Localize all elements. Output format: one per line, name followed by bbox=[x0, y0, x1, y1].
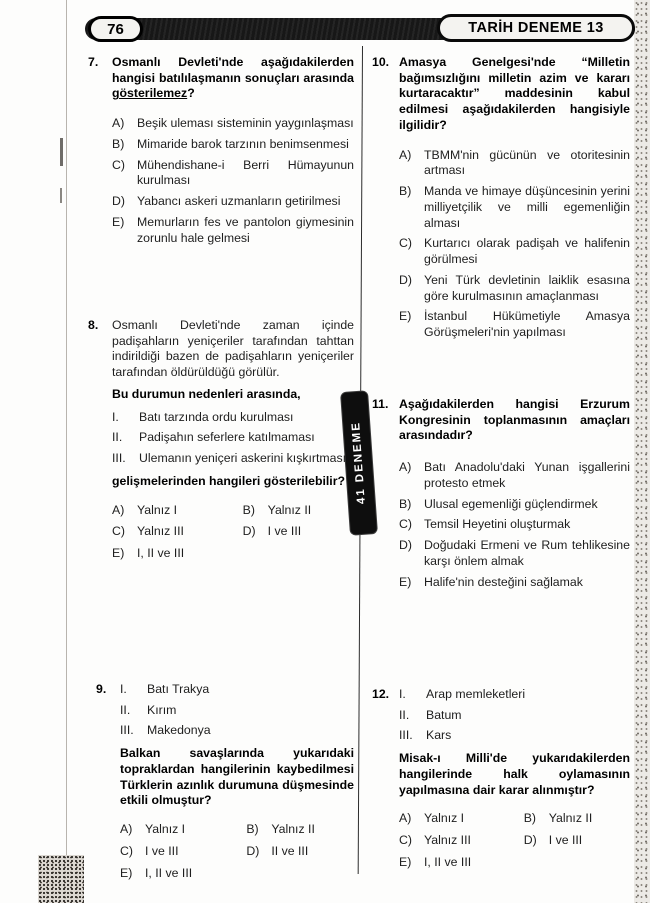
option-row bbox=[399, 575, 630, 591]
option-letter: E) bbox=[120, 865, 133, 880]
options-list bbox=[399, 811, 630, 870]
question-lead: Bu durumun nedenleri arasında, bbox=[112, 386, 301, 401]
left-margin-line bbox=[66, 0, 67, 903]
option-letter: D) bbox=[523, 833, 537, 848]
option-row bbox=[399, 538, 630, 569]
option-row bbox=[112, 503, 243, 519]
stem-text: ? bbox=[187, 86, 195, 101]
item-text: Batı Trakya bbox=[147, 682, 210, 696]
roman-item bbox=[399, 728, 630, 744]
roman-item bbox=[399, 708, 630, 724]
question-number: 8. bbox=[88, 318, 99, 332]
question-12 bbox=[372, 687, 630, 871]
options-list bbox=[120, 822, 354, 881]
option-text: I ve III bbox=[267, 524, 302, 539]
roman-numeral: II. bbox=[112, 430, 123, 445]
option-text: I ve III bbox=[548, 833, 583, 848]
option-text: Yalnız III bbox=[137, 524, 184, 539]
question-8 bbox=[88, 318, 354, 562]
option-letter: A) bbox=[399, 460, 412, 475]
roman-item bbox=[112, 410, 354, 426]
question-7 bbox=[88, 55, 354, 251]
roman-numeral: I. bbox=[112, 409, 119, 424]
option-text: Yalnız II bbox=[271, 822, 315, 837]
question-intro: Osmanlı Devleti'nde zaman içinde padişahların yeniçeriler tarafından tahttan indirildiği bazen de padişahların yeniçeriler tarafından öldürüldüğü görülür. bbox=[112, 318, 354, 380]
roman-item bbox=[120, 723, 354, 739]
option-row bbox=[112, 546, 243, 562]
option-text: Memurların fes ve pantolon giymesinin zorunlu hale gelmesi bbox=[137, 214, 354, 245]
option-row bbox=[112, 158, 354, 189]
roman-item bbox=[120, 703, 354, 719]
option-text: Yalnız III bbox=[424, 833, 471, 848]
question-stem: Aşağıdakilerden hangisi Erzurum Kongresinin toplanmasının amaçları arasındadır? bbox=[399, 397, 630, 443]
option-text: I, II ve III bbox=[137, 546, 185, 561]
option-letter: A) bbox=[112, 502, 125, 517]
option-letter: A) bbox=[399, 811, 412, 826]
question-11 bbox=[372, 397, 630, 595]
question-number: 9. bbox=[96, 682, 107, 696]
item-text: Batı tarzında ordu kurulması bbox=[139, 409, 294, 424]
option-row bbox=[399, 236, 630, 267]
scan-tick bbox=[60, 188, 62, 203]
question-number: 10. bbox=[372, 55, 390, 69]
options-list bbox=[399, 148, 630, 341]
option-text: Mühendishane-i Berri Hümayunun kurulması bbox=[137, 157, 354, 188]
option-text: I, II ve III bbox=[424, 854, 472, 869]
option-row bbox=[112, 524, 243, 540]
roman-item bbox=[120, 682, 354, 698]
option-text: Ulusal egemenliği güçlendirmek bbox=[424, 496, 598, 511]
roman-numeral: III. bbox=[120, 723, 134, 738]
scan-speckle-blotch bbox=[38, 855, 84, 903]
option-letter: D) bbox=[246, 843, 260, 858]
stem-underlined-word: gösterilemez bbox=[112, 86, 188, 101]
option-row bbox=[399, 517, 630, 533]
page-edge-texture bbox=[634, 0, 650, 903]
item-text: Ulemanın yeniçeri askerini kışkırtması bbox=[139, 451, 347, 466]
roman-numeral: III. bbox=[112, 451, 126, 466]
roman-items bbox=[399, 687, 630, 744]
option-text: Kurtarıcı olarak padişah ve halifenin görülmesi bbox=[424, 236, 630, 267]
roman-items bbox=[112, 410, 354, 467]
option-letter: A) bbox=[120, 822, 133, 837]
roman-item bbox=[112, 451, 354, 467]
item-text: Batum bbox=[426, 707, 462, 722]
stem-text: Osmanlı Devleti'nde aşağıdakilerden hangisi batılılaşmanın sonuçları arasında bbox=[112, 55, 354, 85]
option-letter: D) bbox=[112, 194, 125, 209]
roman-numeral: III. bbox=[399, 728, 413, 743]
option-letter: A) bbox=[399, 147, 412, 162]
option-row bbox=[399, 148, 630, 179]
roman-items bbox=[120, 682, 354, 739]
option-text: Manda ve himaye düşüncesinin yerini milliyetçilik ve milli egemenliğin alması bbox=[424, 184, 630, 230]
option-row bbox=[399, 497, 630, 513]
roman-item bbox=[399, 687, 630, 703]
question-number: 12. bbox=[372, 687, 390, 701]
option-letter: B) bbox=[112, 136, 125, 151]
option-row bbox=[399, 833, 524, 849]
roman-item bbox=[112, 430, 354, 446]
option-text: I, II ve III bbox=[145, 865, 193, 880]
question-stem: Misak-ı Milli'de yukarıdakilerden hangilerinde halk oylamasının yapılmasına dair karar alınmıştır? bbox=[399, 751, 630, 797]
item-text: Kars bbox=[426, 728, 452, 743]
scan-tick bbox=[60, 138, 63, 166]
option-row bbox=[120, 822, 246, 838]
roman-numeral: I. bbox=[120, 682, 127, 696]
option-letter: C) bbox=[399, 236, 412, 251]
option-letter: E) bbox=[112, 214, 125, 229]
option-text: Yalnız II bbox=[267, 502, 312, 517]
exam-title-badge bbox=[437, 14, 635, 42]
option-letter: D) bbox=[242, 524, 256, 539]
side-badge-label: 41 DENEME bbox=[350, 421, 368, 505]
option-row bbox=[243, 503, 354, 519]
page-number-badge bbox=[88, 16, 143, 42]
option-row bbox=[120, 866, 246, 882]
option-text: Mimaride barok tarzının benimsenmesi bbox=[137, 136, 349, 151]
option-row bbox=[399, 811, 524, 827]
option-letter: C) bbox=[399, 517, 412, 532]
option-row bbox=[524, 833, 630, 849]
option-letter: C) bbox=[120, 843, 133, 858]
option-row bbox=[112, 116, 354, 132]
option-row bbox=[246, 822, 354, 838]
option-text: Yalnız I bbox=[424, 811, 465, 826]
exam-title: TARİH DENEME 13 bbox=[468, 20, 604, 36]
question-10 bbox=[372, 55, 630, 346]
option-text: Yabancı askeri uzmanların getirilmesi bbox=[137, 194, 341, 209]
option-text: Yalnız II bbox=[548, 811, 593, 826]
option-letter: C) bbox=[112, 524, 125, 539]
option-letter: B) bbox=[242, 502, 255, 517]
option-letter: B) bbox=[399, 496, 412, 511]
option-row bbox=[399, 309, 630, 340]
option-letter: E) bbox=[399, 309, 412, 324]
option-letter: A) bbox=[112, 116, 125, 131]
question-9 bbox=[96, 682, 354, 881]
roman-numeral: I. bbox=[399, 687, 406, 701]
option-text: Temsil Heyetini oluşturmak bbox=[424, 517, 571, 532]
question-stem: Balkan savaşlarında yukarıdaki topraklardan hangilerinin kaybedilmesi Türklerin azınlık durumuna düşmesinde etkili olmuştur? bbox=[120, 746, 354, 808]
option-text: II ve III bbox=[271, 843, 309, 858]
option-row bbox=[399, 273, 630, 304]
option-letter: D) bbox=[399, 538, 412, 553]
page-number: 76 bbox=[107, 20, 124, 38]
item-text: Makedonya bbox=[147, 723, 211, 738]
option-row bbox=[112, 215, 354, 246]
option-letter: B) bbox=[246, 822, 259, 837]
question-stem: Amasya Genelgesi'nde “Milletin bağımsızlığını milletin azim ve kararı kurtaracaktır” maddesinin kabul edilmesi aşağıdakilerden hangisiyle ilgilidir? bbox=[399, 55, 630, 132]
option-letter: E) bbox=[399, 854, 412, 869]
option-letter: B) bbox=[523, 811, 537, 826]
options-list bbox=[112, 116, 354, 246]
item-text: Padişahın seferlere katılmaması bbox=[139, 430, 315, 445]
option-text: Halife'nin desteğini sağlamak bbox=[424, 574, 583, 589]
option-text: Beşik uleması sisteminin yaygınlaşması bbox=[137, 116, 354, 131]
option-text: Yalnız I bbox=[145, 822, 186, 837]
options-list bbox=[399, 460, 630, 590]
option-text: Batı Anadolu'daki Yunan işgallerini protesto etmek bbox=[424, 460, 630, 490]
option-letter: B) bbox=[399, 184, 412, 199]
option-row bbox=[246, 844, 354, 860]
item-text: Arap memleketleri bbox=[426, 687, 526, 701]
item-text: Kırım bbox=[147, 702, 177, 717]
option-row bbox=[120, 844, 246, 860]
option-text: Yeni Türk devletinin laiklik esasına göre kurulmasının amaçlanması bbox=[424, 272, 630, 303]
question-number: 11. bbox=[372, 397, 389, 411]
roman-numeral: II. bbox=[399, 707, 410, 722]
question-number: 7. bbox=[88, 55, 99, 69]
option-text: Doğudaki Ermeni ve Rum tehlikesine karşı önlem almak bbox=[424, 538, 630, 568]
option-letter: C) bbox=[399, 833, 412, 848]
options-list bbox=[112, 503, 354, 562]
roman-numeral: II. bbox=[120, 702, 131, 717]
option-row bbox=[243, 524, 354, 540]
question-stem bbox=[112, 55, 354, 102]
option-row bbox=[112, 194, 354, 210]
option-row bbox=[524, 811, 630, 827]
option-letter: E) bbox=[399, 574, 412, 589]
option-letter: E) bbox=[112, 546, 125, 561]
option-row bbox=[399, 184, 630, 231]
option-row bbox=[399, 460, 630, 491]
question-stem: gelişmelerinden hangileri gösterilebilir? bbox=[112, 473, 346, 488]
option-text: I ve III bbox=[145, 843, 179, 858]
option-letter: D) bbox=[399, 272, 412, 287]
option-text: İstanbul Hükümetiyle Amasya Görüşmeleri'nin yapılması bbox=[424, 309, 630, 340]
option-row bbox=[399, 855, 524, 871]
option-text: Yalnız I bbox=[137, 502, 178, 517]
option-text: TBMM'nin gücünün ve otoritesinin artması bbox=[424, 147, 630, 178]
option-letter: C) bbox=[112, 157, 125, 172]
option-row bbox=[112, 137, 354, 153]
